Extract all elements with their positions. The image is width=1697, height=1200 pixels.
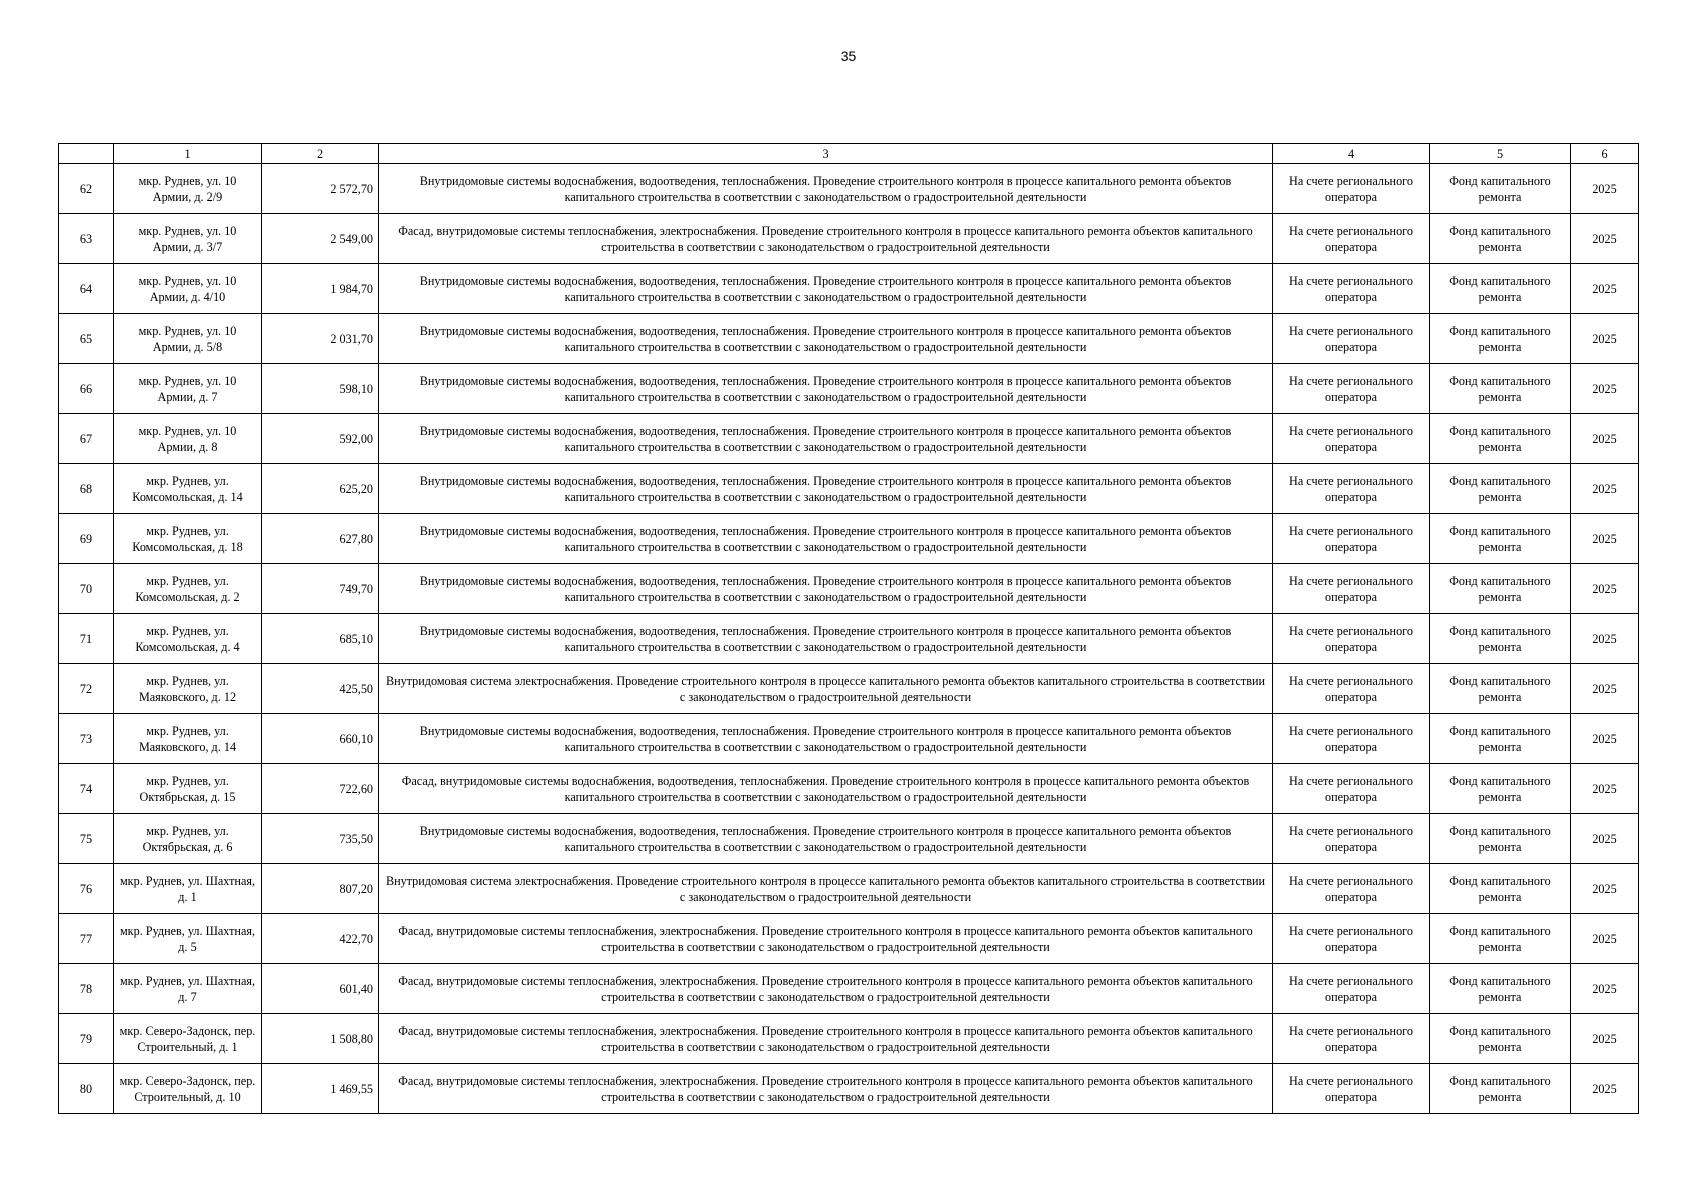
works-cell: Внутридомовые системы водоснабжения, водоотведения, теплоснабжения. Проведение строительного контроля в процессе капитального ремонта объектов капитального строительства в соответствии с законодательством о градостроительной деятельности xyxy=(379,714,1273,764)
account-cell: На счете регионального оператора xyxy=(1273,1014,1430,1064)
table-row xyxy=(59,314,1639,364)
funding-source-cell: Фонд капитального ремонта xyxy=(1430,664,1571,714)
works-cell: Внутридомовые системы водоснабжения, водоотведения, теплоснабжения. Проведение строительного контроля в процессе капитального ремонта объектов капитального строительства в соответствии с законодательством о градостроительной деятельности xyxy=(379,364,1273,414)
address-cell: мкр. Руднев, ул. Комсомольская, д. 14 xyxy=(114,464,262,514)
table-row xyxy=(59,164,1639,214)
funding-source-cell: Фонд капитального ремонта xyxy=(1430,1064,1571,1114)
header-col-3: 3 xyxy=(379,144,1273,164)
row-number-cell: 77 xyxy=(59,914,114,964)
account-cell: На счете регионального оператора xyxy=(1273,664,1430,714)
account-cell: На счете регионального оператора xyxy=(1273,164,1430,214)
table-row xyxy=(59,514,1639,564)
year-cell: 2025 xyxy=(1571,514,1639,564)
area-cell: 1 469,55 xyxy=(262,1064,379,1114)
account-cell: На счете регионального оператора xyxy=(1273,414,1430,464)
works-cell: Внутридомовая система электроснабжения. Проведение строительного контроля в процессе капитального ремонта объектов капитального строительства в соответствии с законодательством о градостроительной деятельности xyxy=(379,664,1273,714)
year-cell: 2025 xyxy=(1571,314,1639,364)
account-cell: На счете регионального оператора xyxy=(1273,464,1430,514)
account-cell: На счете регионального оператора xyxy=(1273,714,1430,764)
year-cell: 2025 xyxy=(1571,614,1639,664)
works-cell: Фасад, внутридомовые системы теплоснабжения, электроснабжения. Проведение строительного контроля в процессе капитального ремонта объектов капитального строительства в соответствии с законодательством о градостроительной деятельности xyxy=(379,1064,1273,1114)
row-number-cell: 80 xyxy=(59,1064,114,1114)
table-row xyxy=(59,864,1639,914)
area-cell: 425,50 xyxy=(262,664,379,714)
area-cell: 625,20 xyxy=(262,464,379,514)
account-cell: На счете регионального оператора xyxy=(1273,214,1430,264)
funding-source-cell: Фонд капитального ремонта xyxy=(1430,214,1571,264)
row-number-cell: 70 xyxy=(59,564,114,614)
account-cell: На счете регионального оператора xyxy=(1273,314,1430,364)
works-cell: Внутридомовые системы водоснабжения, водоотведения, теплоснабжения. Проведение строительного контроля в процессе капитального ремонта объектов капитального строительства в соответствии с законодательством о градостроительной деятельности xyxy=(379,414,1273,464)
account-cell: На счете регионального оператора xyxy=(1273,614,1430,664)
row-number-cell: 79 xyxy=(59,1014,114,1064)
funding-source-cell: Фонд капитального ремонта xyxy=(1430,764,1571,814)
header-col-4: 4 xyxy=(1273,144,1430,164)
year-cell: 2025 xyxy=(1571,1064,1639,1114)
funding-source-cell: Фонд капитального ремонта xyxy=(1430,464,1571,514)
funding-source-cell: Фонд капитального ремонта xyxy=(1430,164,1571,214)
table-row xyxy=(59,564,1639,614)
funding-source-cell: Фонд капитального ремонта xyxy=(1430,864,1571,914)
account-cell: На счете регионального оператора xyxy=(1273,564,1430,614)
funding-source-cell: Фонд капитального ремонта xyxy=(1430,964,1571,1014)
year-cell: 2025 xyxy=(1571,214,1639,264)
row-number-cell: 73 xyxy=(59,714,114,764)
table-row xyxy=(59,914,1639,964)
area-cell: 627,80 xyxy=(262,514,379,564)
works-cell: Внутридомовые системы водоснабжения, водоотведения, теплоснабжения. Проведение строительного контроля в процессе капитального ремонта объектов капитального строительства в соответствии с законодательством о градостроительной деятельности xyxy=(379,564,1273,614)
area-cell: 1 984,70 xyxy=(262,264,379,314)
area-cell: 2 549,00 xyxy=(262,214,379,264)
account-cell: На счете регионального оператора xyxy=(1273,364,1430,414)
row-number-cell: 67 xyxy=(59,414,114,464)
works-cell: Фасад, внутридомовые системы водоснабжения, водоотведения, теплоснабжения. Проведение строительного контроля в процессе капитального ремонта объектов капитального строительства в соответствии с законодательством о градостроительной деятельности xyxy=(379,764,1273,814)
works-cell: Фасад, внутридомовые системы теплоснабжения, электроснабжения. Проведение строительного контроля в процессе капитального ремонта объектов капитального строительства в соответствии с законодательством о градостроительной деятельности xyxy=(379,914,1273,964)
year-cell: 2025 xyxy=(1571,964,1639,1014)
row-number-cell: 62 xyxy=(59,164,114,214)
works-cell: Внутридомовые системы водоснабжения, водоотведения, теплоснабжения. Проведение строительного контроля в процессе капитального ремонта объектов капитального строительства в соответствии с законодательством о градостроительной деятельности xyxy=(379,614,1273,664)
capital-repair-table xyxy=(58,143,1639,1114)
area-cell: 660,10 xyxy=(262,714,379,764)
year-cell: 2025 xyxy=(1571,564,1639,614)
year-cell: 2025 xyxy=(1571,814,1639,864)
header-col-5: 5 xyxy=(1430,144,1571,164)
works-cell: Внутридомовые системы водоснабжения, водоотведения, теплоснабжения. Проведение строительного контроля в процессе капитального ремонта объектов капитального строительства в соответствии с законодательством о градостроительной деятельности xyxy=(379,314,1273,364)
table-row xyxy=(59,614,1639,664)
year-cell: 2025 xyxy=(1571,864,1639,914)
address-cell: мкр. Северо-Задонск, пер. Строительный, д. 10 xyxy=(114,1064,262,1114)
works-cell: Фасад, внутридомовые системы теплоснабжения, электроснабжения. Проведение строительного контроля в процессе капитального ремонта объектов капитального строительства в соответствии с законодательством о градостроительной деятельности xyxy=(379,964,1273,1014)
account-cell: На счете регионального оператора xyxy=(1273,914,1430,964)
year-cell: 2025 xyxy=(1571,1014,1639,1064)
area-cell: 422,70 xyxy=(262,914,379,964)
account-cell: На счете регионального оператора xyxy=(1273,964,1430,1014)
table-row xyxy=(59,1014,1639,1064)
area-cell: 1 508,80 xyxy=(262,1014,379,1064)
header-col-1: 1 xyxy=(114,144,262,164)
works-cell: Внутридомовые системы водоснабжения, водоотведения, теплоснабжения. Проведение строительного контроля в процессе капитального ремонта объектов капитального строительства в соответствии с законодательством о градостроительной деятельности xyxy=(379,814,1273,864)
table-row xyxy=(59,964,1639,1014)
column-number-header-row xyxy=(59,144,1639,164)
area-cell: 807,20 xyxy=(262,864,379,914)
header-col-2: 2 xyxy=(262,144,379,164)
works-cell: Фасад, внутридомовые системы теплоснабжения, электроснабжения. Проведение строительного контроля в процессе капитального ремонта объектов капитального строительства в соответствии с законодательством о градостроительной деятельности xyxy=(379,214,1273,264)
table-row xyxy=(59,214,1639,264)
table-row xyxy=(59,414,1639,464)
year-cell: 2025 xyxy=(1571,764,1639,814)
funding-source-cell: Фонд капитального ремонта xyxy=(1430,564,1571,614)
area-cell: 722,60 xyxy=(262,764,379,814)
area-cell: 601,40 xyxy=(262,964,379,1014)
row-number-cell: 75 xyxy=(59,814,114,864)
address-cell: мкр. Руднев, ул. Октябрьская, д. 15 xyxy=(114,764,262,814)
funding-source-cell: Фонд капитального ремонта xyxy=(1430,514,1571,564)
funding-source-cell: Фонд капитального ремонта xyxy=(1430,714,1571,764)
area-cell: 735,50 xyxy=(262,814,379,864)
year-cell: 2025 xyxy=(1571,714,1639,764)
area-cell: 598,10 xyxy=(262,364,379,414)
row-number-cell: 65 xyxy=(59,314,114,364)
account-cell: На счете регионального оператора xyxy=(1273,514,1430,564)
funding-source-cell: Фонд капитального ремонта xyxy=(1430,814,1571,864)
page-number: 35 xyxy=(840,48,857,64)
funding-source-cell: Фонд капитального ремонта xyxy=(1430,264,1571,314)
account-cell: На счете регионального оператора xyxy=(1273,264,1430,314)
account-cell: На счете регионального оператора xyxy=(1273,864,1430,914)
row-number-cell: 66 xyxy=(59,364,114,414)
row-number-cell: 63 xyxy=(59,214,114,264)
address-cell: мкр. Руднев, ул. Комсомольская, д. 18 xyxy=(114,514,262,564)
address-cell: мкр. Руднев, ул. 10 Армии, д. 7 xyxy=(114,364,262,414)
address-cell: мкр. Руднев, ул. Комсомольская, д. 2 xyxy=(114,564,262,614)
funding-source-cell: Фонд капитального ремонта xyxy=(1430,314,1571,364)
funding-source-cell: Фонд капитального ремонта xyxy=(1430,364,1571,414)
table-row xyxy=(59,464,1639,514)
table-row xyxy=(59,764,1639,814)
works-cell: Фасад, внутридомовые системы теплоснабжения, электроснабжения. Проведение строительного контроля в процессе капитального ремонта объектов капитального строительства в соответствии с законодательством о градостроительной деятельности xyxy=(379,1014,1273,1064)
works-cell: Внутридомовые системы водоснабжения, водоотведения, теплоснабжения. Проведение строительного контроля в процессе капитального ремонта объектов капитального строительства в соответствии с законодательством о градостроительной деятельности xyxy=(379,164,1273,214)
row-number-cell: 68 xyxy=(59,464,114,514)
year-cell: 2025 xyxy=(1571,414,1639,464)
area-cell: 592,00 xyxy=(262,414,379,464)
address-cell: мкр. Руднев, ул. 10 Армии, д. 3/7 xyxy=(114,214,262,264)
table-row xyxy=(59,1064,1639,1114)
year-cell: 2025 xyxy=(1571,914,1639,964)
year-cell: 2025 xyxy=(1571,364,1639,414)
row-number-cell: 76 xyxy=(59,864,114,914)
row-number-cell: 72 xyxy=(59,664,114,714)
year-cell: 2025 xyxy=(1571,664,1639,714)
address-cell: мкр. Руднев, ул. Комсомольская, д. 4 xyxy=(114,614,262,664)
row-number-cell: 69 xyxy=(59,514,114,564)
address-cell: мкр. Руднев, ул. Октябрьская, д. 6 xyxy=(114,814,262,864)
area-cell: 2 031,70 xyxy=(262,314,379,364)
row-number-cell: 64 xyxy=(59,264,114,314)
funding-source-cell: Фонд капитального ремонта xyxy=(1430,414,1571,464)
row-number-cell: 74 xyxy=(59,764,114,814)
address-cell: мкр. Руднев, ул. 10 Армии, д. 5/8 xyxy=(114,314,262,364)
year-cell: 2025 xyxy=(1571,464,1639,514)
address-cell: мкр. Руднев, ул. Шахтная, д. 7 xyxy=(114,964,262,1014)
address-cell: мкр. Руднев, ул. 10 Армии, д. 8 xyxy=(114,414,262,464)
address-cell: мкр. Руднев, ул. Шахтная, д. 5 xyxy=(114,914,262,964)
row-number-cell: 71 xyxy=(59,614,114,664)
year-cell: 2025 xyxy=(1571,264,1639,314)
works-cell: Внутридомовые системы водоснабжения, водоотведения, теплоснабжения. Проведение строительного контроля в процессе капитального ремонта объектов капитального строительства в соответствии с законодательством о градостроительной деятельности xyxy=(379,464,1273,514)
address-cell: мкр. Руднев, ул. Маяковского, д. 12 xyxy=(114,664,262,714)
table-row xyxy=(59,714,1639,764)
table-row xyxy=(59,664,1639,714)
row-number-cell: 78 xyxy=(59,964,114,1014)
works-cell: Внутридомовая система электроснабжения. Проведение строительного контроля в процессе капитального ремонта объектов капитального строительства в соответствии с законодательством о градостроительной деятельности xyxy=(379,864,1273,914)
address-cell: мкр. Руднев, ул. 10 Армии, д. 4/10 xyxy=(114,264,262,314)
address-cell: мкр. Северо-Задонск, пер. Строительный, д. 1 xyxy=(114,1014,262,1064)
funding-source-cell: Фонд капитального ремонта xyxy=(1430,914,1571,964)
address-cell: мкр. Руднев, ул. Маяковского, д. 14 xyxy=(114,714,262,764)
table-row xyxy=(59,814,1639,864)
funding-source-cell: Фонд капитального ремонта xyxy=(1430,614,1571,664)
table-row xyxy=(59,264,1639,314)
account-cell: На счете регионального оператора xyxy=(1273,764,1430,814)
funding-source-cell: Фонд капитального ремонта xyxy=(1430,1014,1571,1064)
table-row xyxy=(59,364,1639,414)
table-body xyxy=(59,164,1639,1114)
account-cell: На счете регионального оператора xyxy=(1273,814,1430,864)
works-cell: Внутридомовые системы водоснабжения, водоотведения, теплоснабжения. Проведение строительного контроля в процессе капитального ремонта объектов капитального строительства в соответствии с законодательством о градостроительной деятельности xyxy=(379,264,1273,314)
account-cell: На счете регионального оператора xyxy=(1273,1064,1430,1114)
works-cell: Внутридомовые системы водоснабжения, водоотведения, теплоснабжения. Проведение строительного контроля в процессе капитального ремонта объектов капитального строительства в соответствии с законодательством о градостроительной деятельности xyxy=(379,514,1273,564)
area-cell: 685,10 xyxy=(262,614,379,664)
address-cell: мкр. Руднев, ул. 10 Армии, д. 2/9 xyxy=(114,164,262,214)
address-cell: мкр. Руднев, ул. Шахтная, д. 1 xyxy=(114,864,262,914)
area-cell: 749,70 xyxy=(262,564,379,614)
header-col-6: 6 xyxy=(1571,144,1639,164)
header-col-row-number xyxy=(59,144,114,164)
area-cell: 2 572,70 xyxy=(262,164,379,214)
year-cell: 2025 xyxy=(1571,164,1639,214)
